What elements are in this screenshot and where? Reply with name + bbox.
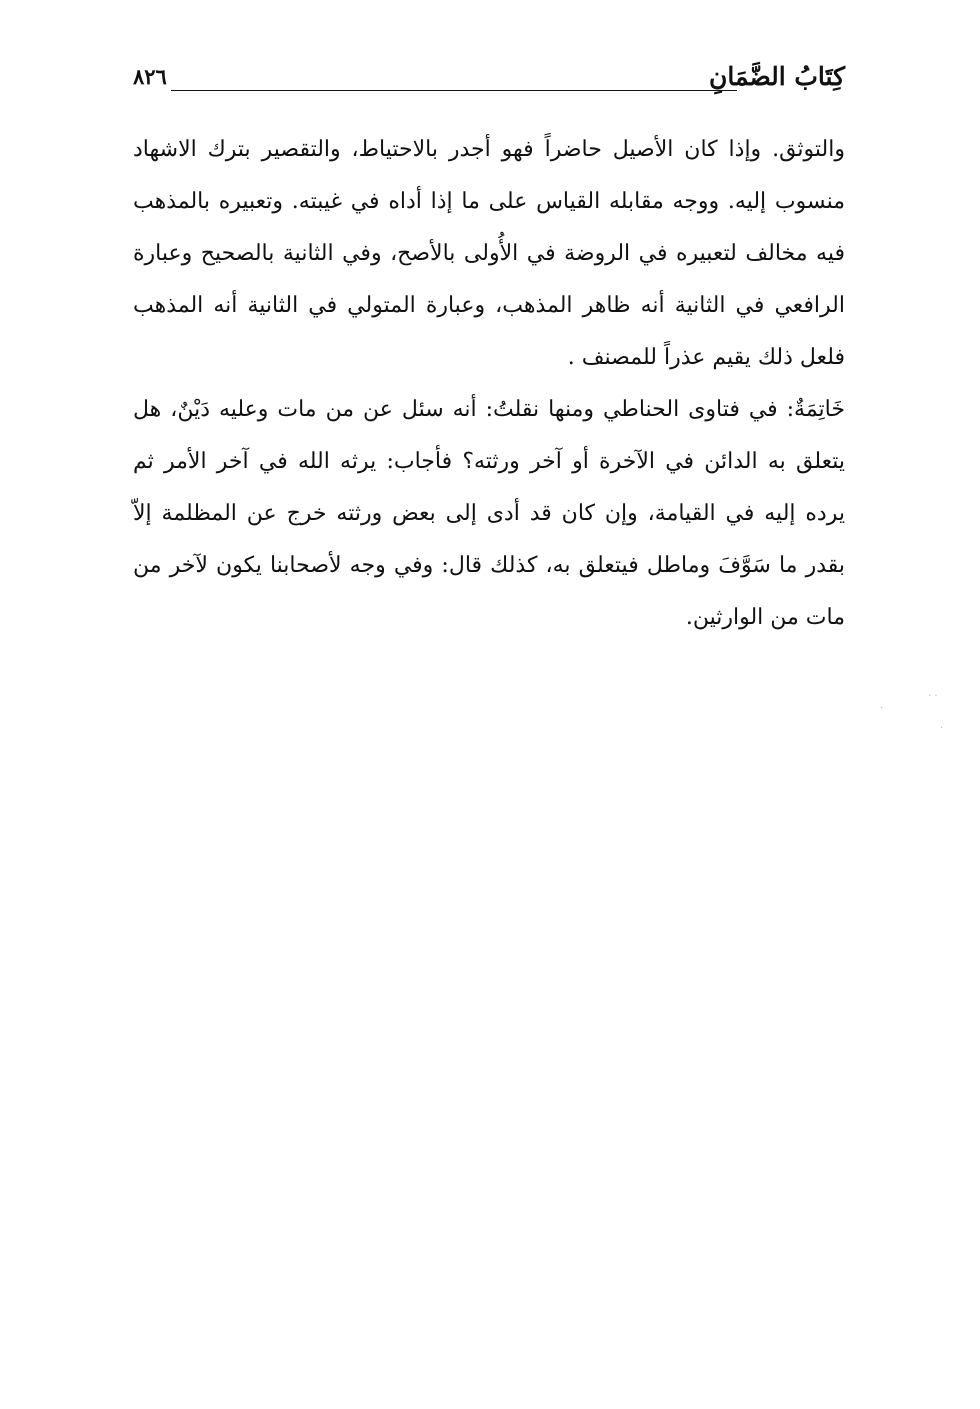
paragraph-1 — [133, 124, 845, 384]
scan-speck: · · — [928, 691, 938, 702]
running-title: كِتَابُ الضَّمَانِ — [709, 62, 845, 91]
paragraph-2 — [133, 384, 845, 644]
paragraph-1-text: والتوثق. وإذا كان الأصيل حاضراً فهو أجدر بالاحتياط، والتقصير بترك الاشهاد منسوب إليه. ووجه مقابله القياس على ما إذا أداه في غيبته. وتعبيره بالمذهب فيه مخالف لتعبيره في الروضة في الأُولى بالأصح، وفي الثانية بالصحيح وعبارة الرافعي في الثانية أنه ظاهر المذهب، وعبارة المتولي في الثانية أنه المذهب فلعل ذلك يقيم عذراً للمصنف . — [133, 137, 845, 370]
header-rule — [171, 90, 737, 91]
scan-speck: · — [940, 723, 944, 734]
page-number: ٨٢٦ — [133, 64, 167, 89]
scan-speck: · — [880, 703, 884, 714]
paragraph-2-keyword: خَاتِمَةٌ — [794, 397, 845, 422]
paragraph-2-text: : في فتاوى الحناطي ومنها نقلتُ: أنه سئل عن من مات وعليه دَيْنٌ، هل يتعلق به الدائن في الآخرة أو آخر ورثته؟ فأجاب: يرثه الله في آخر الأمر ثم يرده إليه في القيامة، وإن كان قد أدى إلى بعض ورثته خرج عن المظلمة إلاّ بقدر ما سَوَّفَ وماطل فيتعلق به، كذلك قال: وفي وجه لأصحابنا يكون لآخر من مات من الوارثين. — [133, 397, 845, 630]
page-header — [133, 60, 845, 104]
